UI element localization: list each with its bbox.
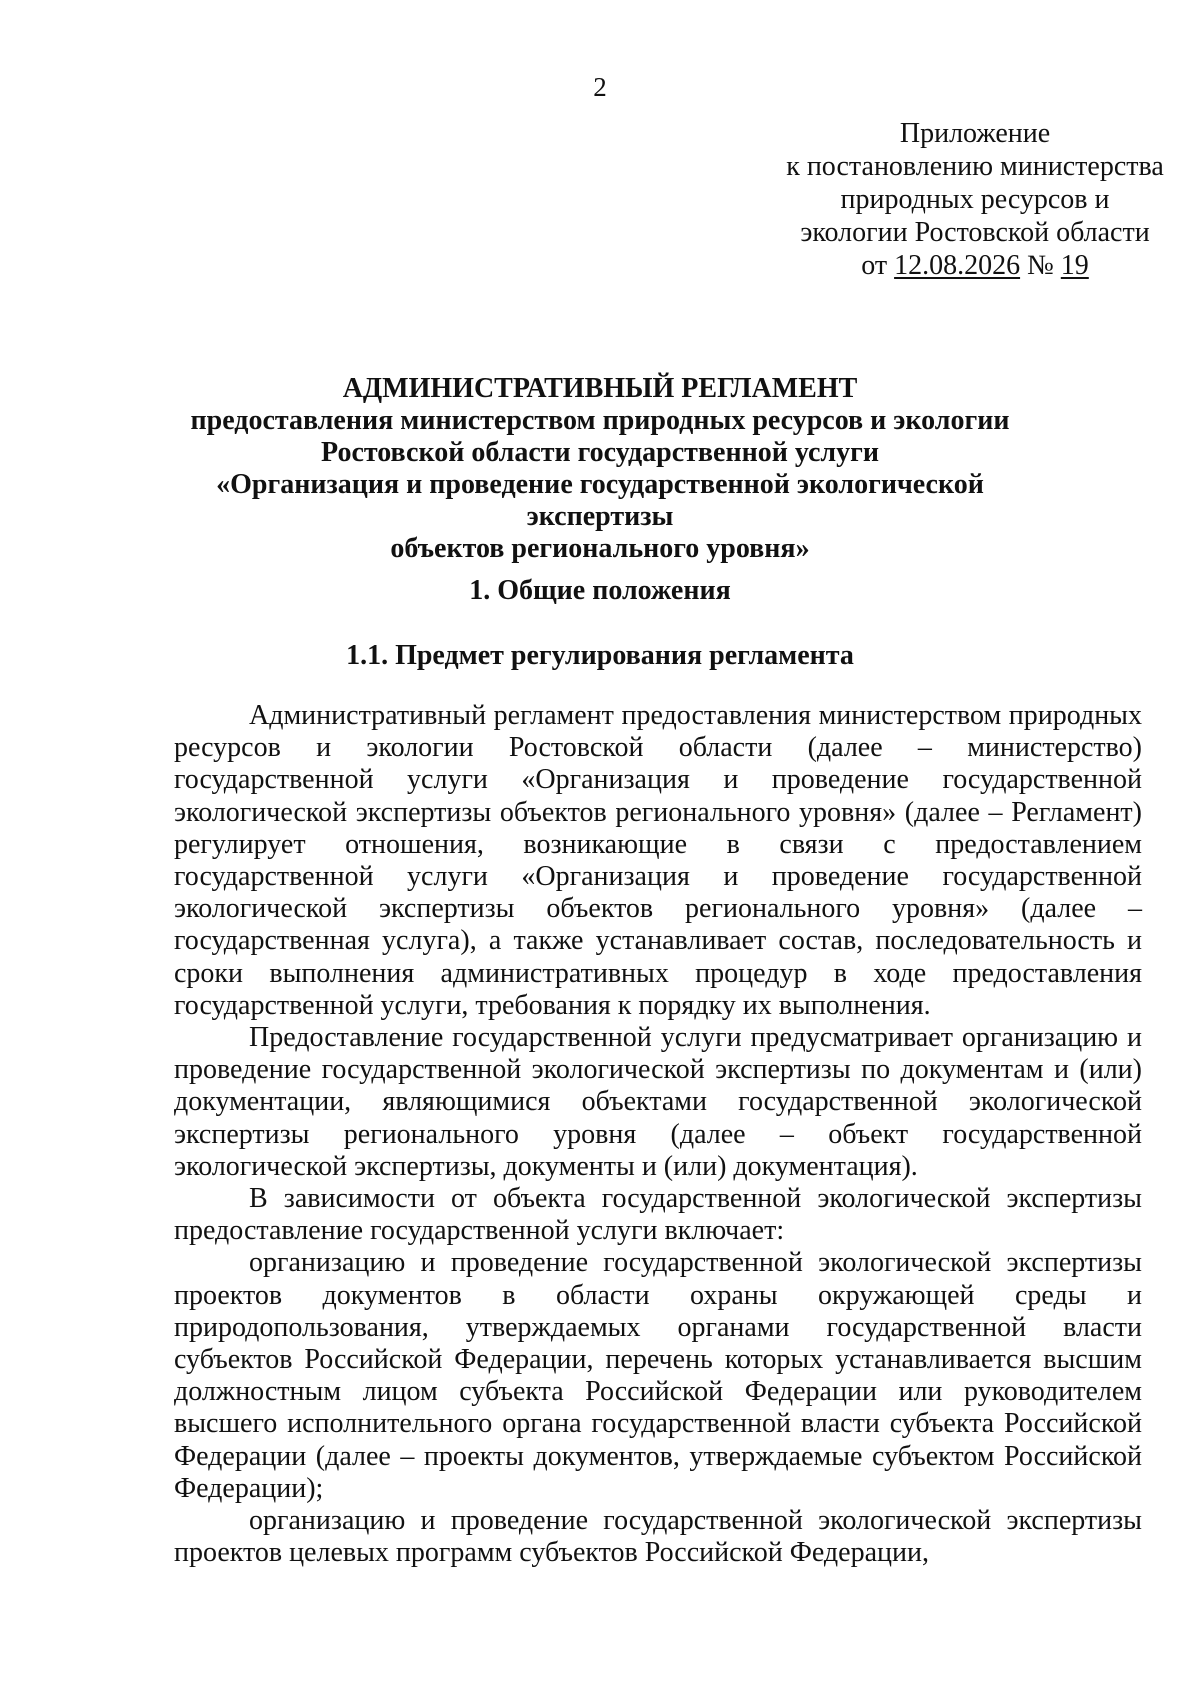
body-text: [174, 700, 1142, 1569]
page-number: 2: [593, 72, 607, 102]
paragraph: организацию и проведение государственной экологической экспертизы проектов документов в области охраны окружающей среды и природопользования, утверждаемых органами государственной власти субъектов Российской Федерации, перечень которых устанавливается высшим должностным лицом субъекта Российской Федерации или руководителем высшего исполнительного органа государственной власти субъекта Российской Федерации (далее – проекты документов, утверждаемые субъектом Российской Федерации);: [174, 1247, 1142, 1504]
title-line-4: «Организация и проведение государственной экологической экспертизы: [216, 469, 984, 532]
title-line-3: Ростовской области государственной услуги: [321, 437, 879, 468]
appendix-date-line: [750, 249, 1200, 282]
paragraph: организацию и проведение государственной экологической экспертизы проектов целевых программ субъектов Российской Федерации,: [174, 1505, 1142, 1569]
paragraph: В зависимости от объекта государственной экологической экспертизы предоставление государственной услуги включает:: [174, 1183, 1142, 1247]
appendix-line-4: экологии Ростовской области: [800, 217, 1150, 248]
title-line-2: предоставления министерством природных ресурсов и экологии: [190, 405, 1010, 436]
appendix-block: [750, 117, 1200, 282]
decree-number: 19: [1060, 250, 1089, 281]
number-prefix: №: [1020, 250, 1061, 281]
subsection-heading: 1.1. Предмет регулирования регламента: [346, 640, 854, 671]
document-title: [150, 373, 1050, 565]
paragraph: Административный регламент предоставления министерством природных ресурсов и экологии Ростовской области (далее – министерство) государственной услуги «Организация и проведение государственной экологической экспертизы объектов регионального уровня» (далее – Регламент) регулирует отношения, возникающие в связи с предоставлением государственной услуги «Организация и проведение государственной экологической экспертизы объектов регионального уровня» (далее – государственная услуга), а также устанавливает состав, последовательность и сроки выполнения административных процедур в ходе предоставления государственной услуги, требования к порядку их выполнения.: [174, 700, 1142, 1021]
title-line-5: объектов регионального уровня»: [390, 533, 810, 564]
section-heading: 1. Общие положения: [469, 575, 731, 606]
title-line-1: АДМИНИСТРАТИВНЫЙ РЕГЛАМЕНТ: [342, 373, 858, 404]
date-prefix: от: [861, 250, 895, 281]
appendix-line-1: Приложение: [899, 118, 1051, 149]
appendix-line-2: к постановлению министерства: [786, 151, 1164, 182]
decree-date: 12.08.2026: [894, 250, 1021, 281]
appendix-line-3: природных ресурсов и: [840, 184, 1110, 215]
paragraph: Предоставление государственной услуги предусматривает организацию и проведение государственной экологической экспертизы по документам и (или) документации, являющимися объектами государственной экологической экспертизы регионального уровня (далее – объект государственной экологической экспертизы, документы и (или) документация).: [174, 1022, 1142, 1182]
